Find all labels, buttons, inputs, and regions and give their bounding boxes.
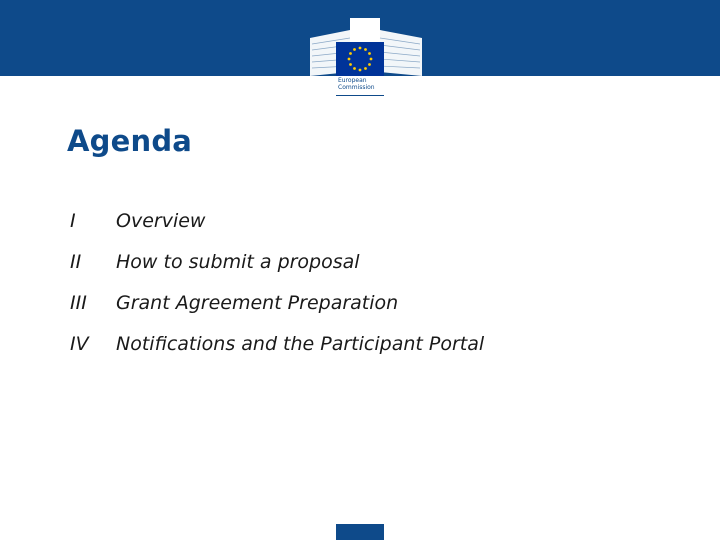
- agenda-item-numeral: I: [70, 210, 76, 232]
- slide-title: Agenda: [67, 124, 193, 158]
- agenda-list: [70, 206, 484, 370]
- agenda-item: [70, 247, 484, 288]
- agenda-item-text: Notifications and the Participant Portal: [116, 333, 485, 355]
- footer-tab: [336, 524, 384, 540]
- logo-caption-line-1: European: [338, 77, 367, 84]
- agenda-item-numeral: III: [70, 292, 87, 314]
- agenda-item-text: How to submit a proposal: [116, 251, 360, 273]
- logo-caption-line-2: Commission: [338, 84, 375, 91]
- agenda-item: [70, 206, 484, 247]
- agenda-item-text: Grant Agreement Preparation: [116, 292, 399, 314]
- agenda-item-numeral: II: [70, 251, 82, 273]
- agenda-item: [70, 288, 484, 329]
- agenda-item: [70, 329, 484, 370]
- logo-caption: [338, 77, 375, 91]
- agenda-item-text: Overview: [116, 210, 206, 232]
- agenda-item-numeral: IV: [70, 333, 89, 355]
